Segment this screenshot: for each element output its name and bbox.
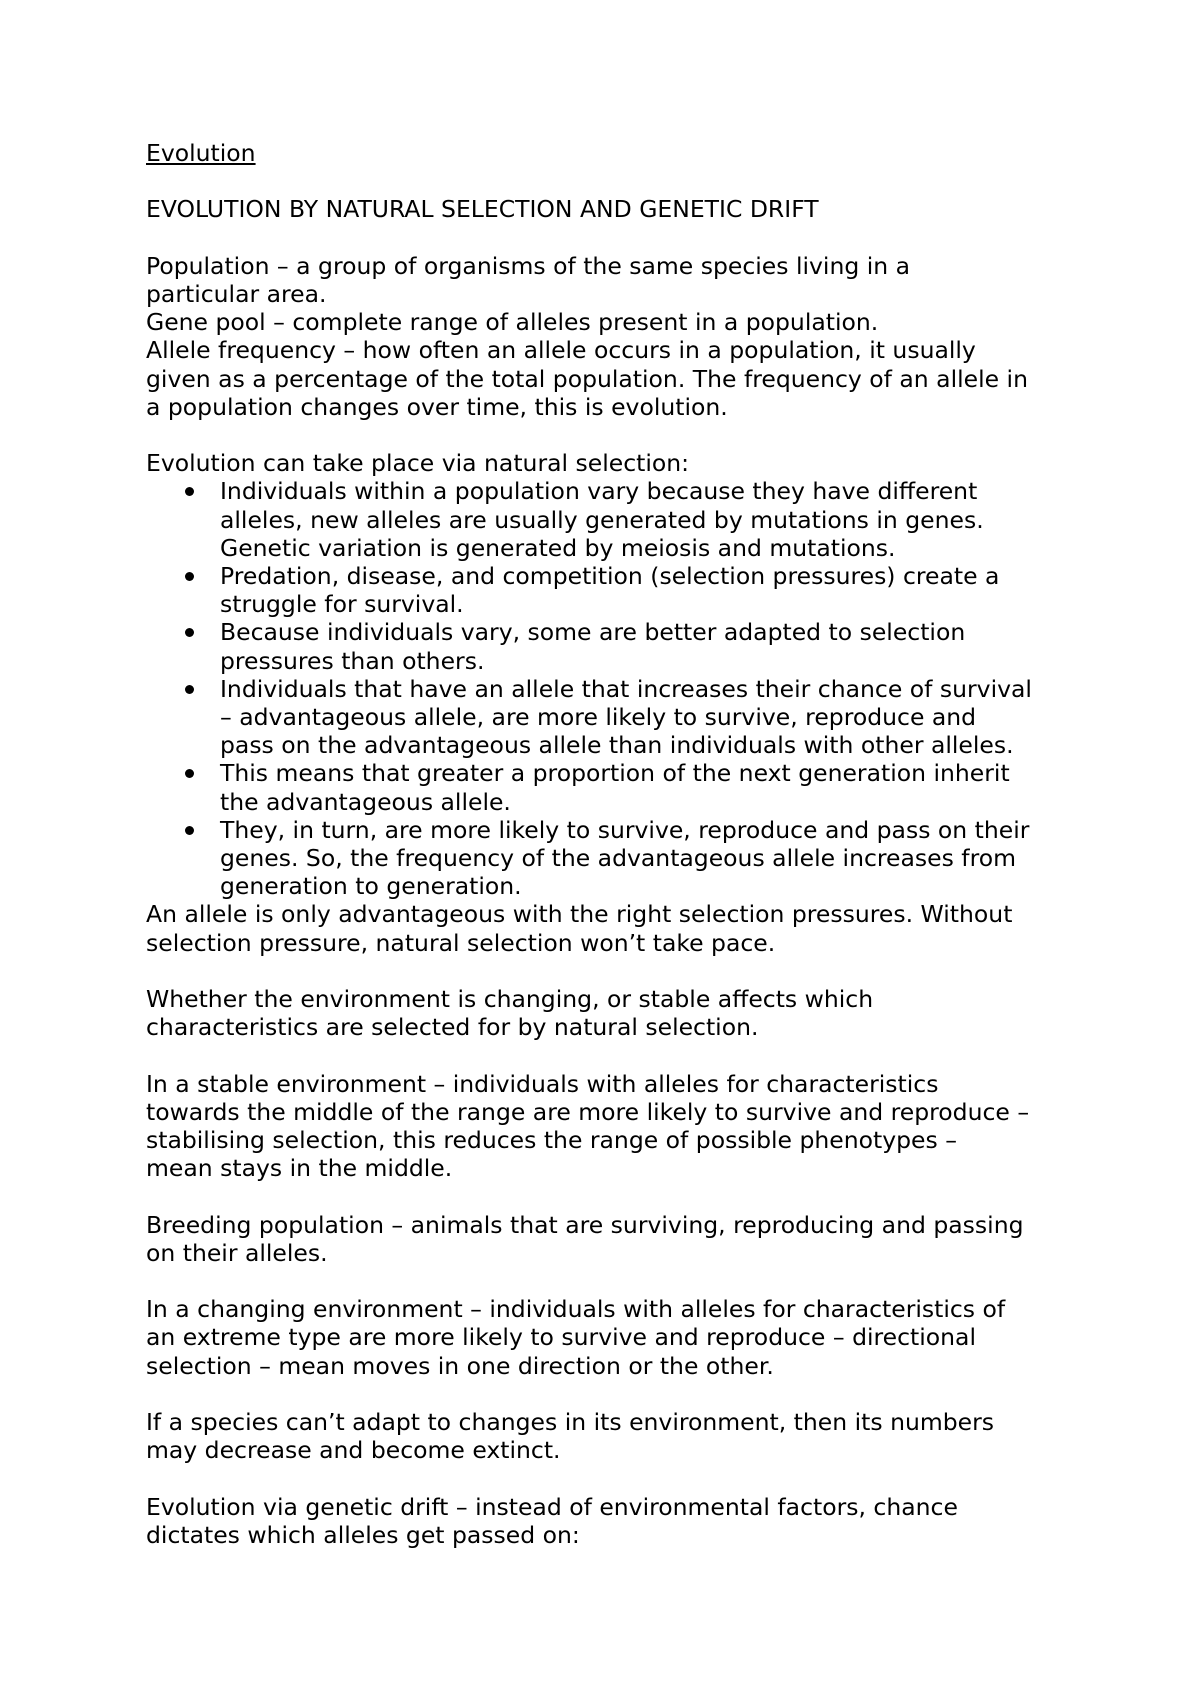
bullet-item — [146, 618, 1086, 674]
spacer — [146, 224, 1086, 252]
spacer — [146, 1041, 1086, 1069]
genetic-drift-paragraph — [146, 1493, 1086, 1549]
natural-selection-intro: Evolution can take place via natural selection: — [146, 449, 690, 478]
bullet-icon — [185, 487, 194, 496]
text-line: Breeding population – animals that are surviving, reproducing and passing — [146, 1210, 1024, 1239]
document-title: Evolution — [146, 139, 256, 167]
breeding-population-paragraph — [146, 1211, 1086, 1267]
text-line: Predation, disease, and competition (selection pressures) create a — [220, 562, 1000, 590]
spacer — [146, 1267, 1086, 1295]
text-line: the advantageous allele. — [220, 787, 511, 816]
spacer — [146, 1464, 1086, 1492]
text-line: Evolution via genetic drift – instead of environmental factors, chance — [146, 1492, 958, 1521]
text-line: If a species can’t adapt to changes in its environment, then its numbers — [146, 1408, 995, 1437]
text-line: In a changing environment – individuals with alleles for characteristics of — [146, 1295, 1006, 1324]
text-line: In a stable environment – individuals with alleles for characteristics — [146, 1069, 939, 1098]
text-line: – advantageous allele, are more likely to survive, reproduce and — [220, 703, 977, 732]
text-line: Whether the environment is changing, or stable affects which — [146, 985, 874, 1014]
text-line: Genetic variation is generated by meiosis and mutations. — [220, 533, 896, 562]
text-line: selection – mean moves in one direction or the other. — [146, 1351, 774, 1380]
text-line: mean stays in the middle. — [146, 1154, 453, 1183]
text-line: pass on the advantageous allele than individuals with other alleles. — [220, 731, 1014, 760]
section-heading: EVOLUTION BY NATURAL SELECTION AND GENETIC DRIFT — [146, 195, 819, 224]
text-line: Individuals within a population vary because they have different — [220, 477, 978, 506]
extinction-paragraph — [146, 1408, 1086, 1464]
text-line: generation to generation. — [220, 872, 522, 901]
stable-environment-paragraph — [146, 1070, 1086, 1183]
text-line: Individuals that have an allele that increases their chance of survival — [220, 674, 1032, 703]
spacer — [146, 421, 1086, 449]
text-line: stabilising selection, this reduces the range of possible phenotypes – — [146, 1126, 957, 1155]
changing-environment-paragraph — [146, 1295, 1086, 1380]
text-line: struggle for survival. — [220, 590, 464, 619]
spacer — [146, 1380, 1086, 1408]
text-line: dictates which alleles get passed on: — [146, 1520, 580, 1549]
text-line: a population changes over time, this is evolution. — [146, 392, 728, 421]
bullet-icon — [185, 628, 194, 637]
text-line: pressures than others. — [220, 646, 485, 675]
text-line: given as a percentage of the total population. The frequency of an allele in — [146, 364, 1028, 393]
bullet-item — [146, 759, 1086, 815]
natural-selection-bullet-list — [146, 477, 1086, 900]
bullet-icon — [185, 826, 194, 835]
text-line: Because individuals vary, some are better adapted to selection — [220, 618, 966, 647]
text-line: alleles, new alleles are usually generated by mutations in genes. — [220, 505, 984, 534]
text-line: characteristics are selected for by natural selection. — [146, 1013, 759, 1042]
text-line: genes. So, the frequency of the advantageous allele increases from — [220, 844, 1016, 873]
text-line: selection pressure, natural selection won’t take pace. — [146, 928, 776, 957]
bullet-item — [146, 477, 1086, 562]
text-line: an extreme type are more likely to survive and reproduce – directional — [146, 1323, 976, 1352]
document-page — [146, 139, 1086, 1549]
bullet-icon — [185, 685, 194, 694]
text-line: on their alleles. — [146, 1238, 328, 1267]
text-line: Population – a group of organisms of the same species living in a — [146, 251, 911, 280]
bullet-icon — [185, 769, 194, 778]
text-line: An allele is only advantageous with the right selection pressures. Without — [146, 900, 1013, 929]
text-line: Allele frequency – how often an allele occurs in a population, it usually — [146, 336, 976, 365]
text-line: Gene pool – complete range of alleles present in a population. — [146, 308, 879, 337]
environment-paragraph — [146, 985, 1086, 1041]
text-line: may decrease and become extinct. — [146, 1436, 561, 1465]
text-line: particular area. — [146, 279, 327, 308]
definitions-paragraph — [146, 252, 1086, 421]
spacer — [146, 167, 1086, 195]
text-line: They, in turn, are more likely to survive, reproduce and pass on their — [220, 815, 1030, 844]
bullet-item — [146, 562, 1086, 618]
text-line: This means that greater a proportion of the next generation inherit — [220, 759, 1010, 788]
text-line: towards the middle of the range are more likely to survive and reproduce – — [146, 1097, 1030, 1126]
spacer — [146, 1182, 1086, 1210]
bullet-item — [146, 816, 1086, 901]
advantageous-allele-paragraph — [146, 900, 1086, 956]
bullet-item — [146, 675, 1086, 760]
spacer — [146, 957, 1086, 985]
bullet-icon — [185, 572, 194, 581]
